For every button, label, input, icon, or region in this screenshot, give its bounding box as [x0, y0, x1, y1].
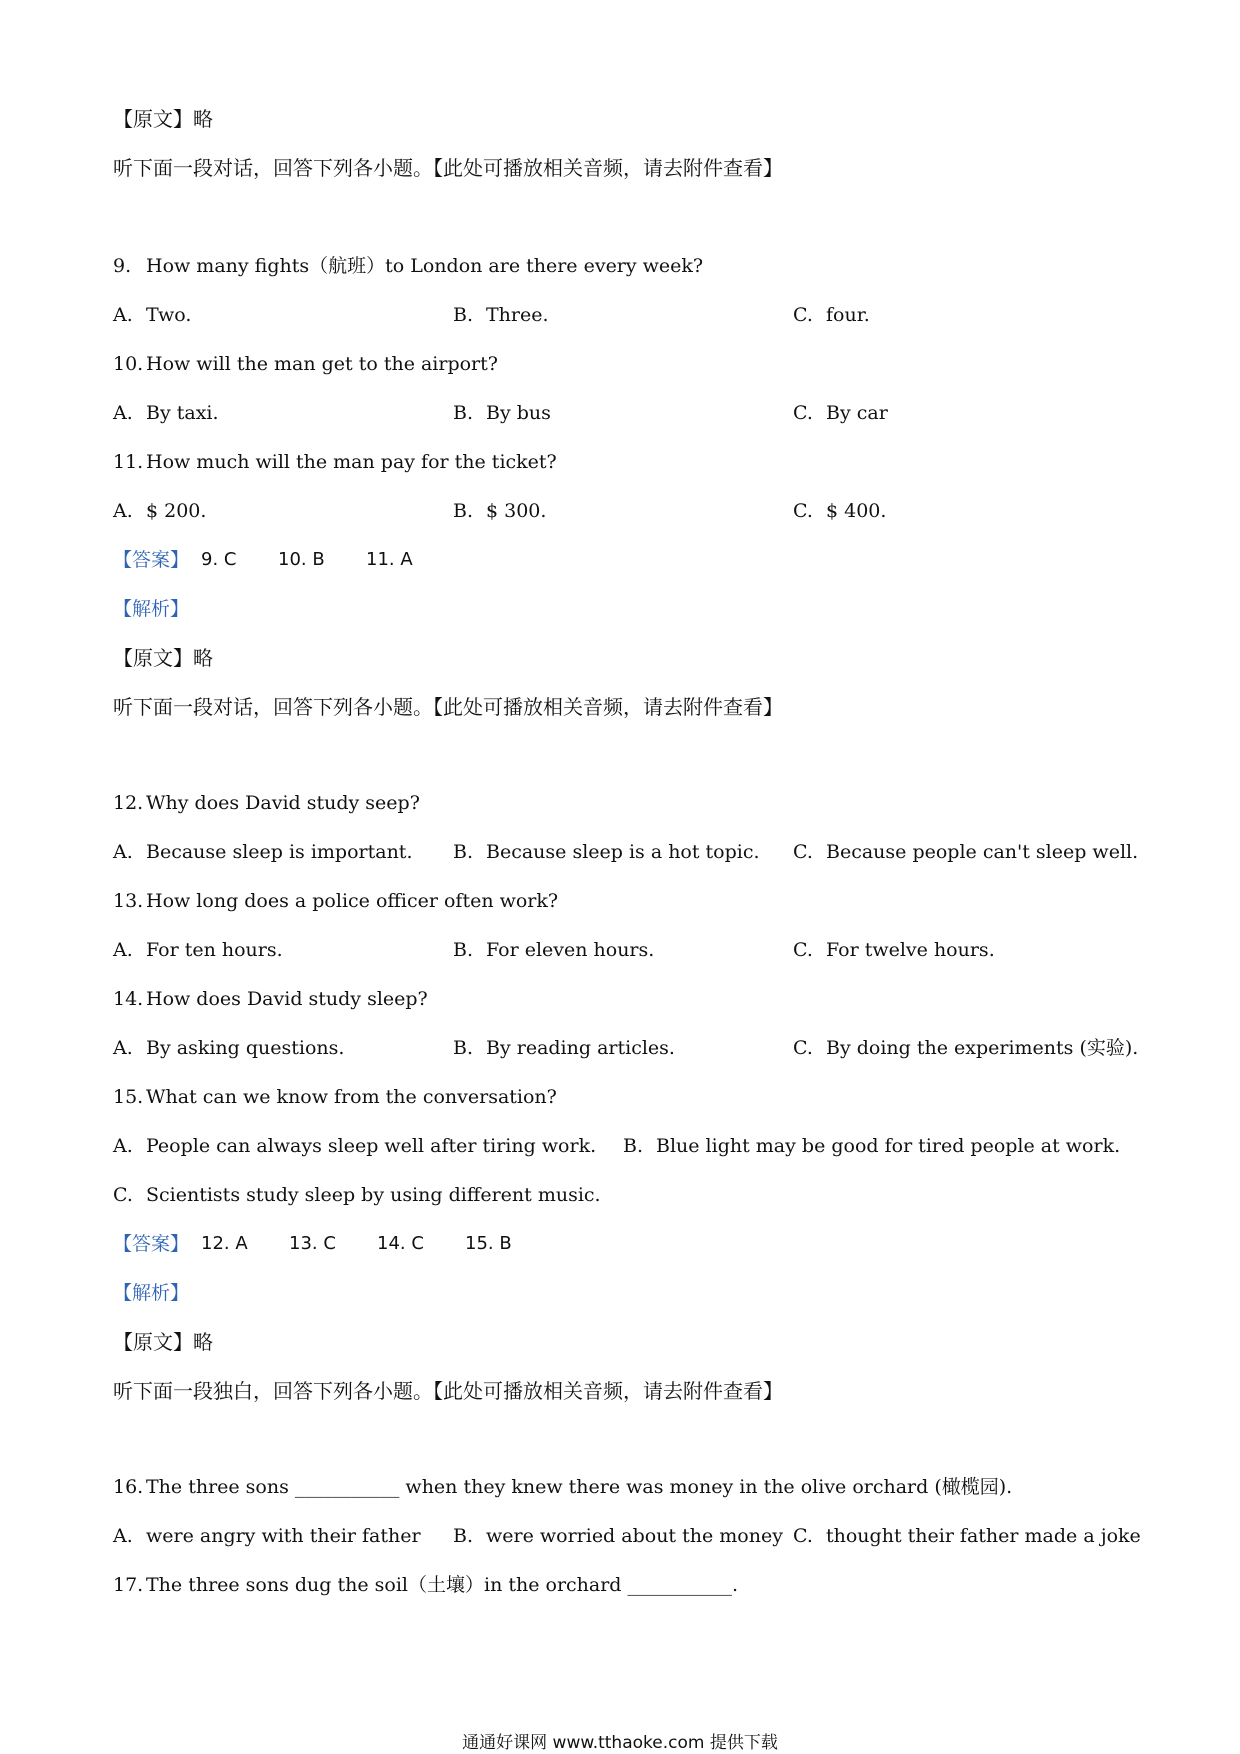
answer-row-2	[113, 1231, 1113, 1257]
option-a: A. Two.	[113, 304, 192, 326]
question-15	[113, 1084, 557, 1110]
question-text: Why does David study seep?	[146, 792, 420, 814]
option-c: C. $ 400.	[793, 500, 887, 522]
question-number: 9.	[113, 255, 132, 277]
question-number: 15.	[113, 1086, 144, 1108]
question-14	[113, 986, 428, 1012]
question-text: How long does a police officer often work?	[146, 890, 559, 912]
option-c: C. Scientists study sleep by using different music.	[113, 1184, 601, 1206]
question-16	[113, 1474, 1012, 1500]
option-a: A. By asking questions.	[113, 1037, 345, 1059]
option-c: C. By doing the experiments (实验).	[793, 1037, 1139, 1059]
question-9	[113, 253, 703, 279]
option-c: C. thought their father made a joke	[793, 1525, 1141, 1547]
answer-item: 14. C	[377, 1233, 424, 1254]
analysis-label: 【解析】	[113, 1282, 190, 1304]
option-a: A. were angry with their father	[113, 1525, 421, 1547]
answer-item: 11. A	[366, 549, 413, 570]
option-c: C. Because people can't sleep well.	[793, 841, 1139, 863]
options-12	[113, 839, 1139, 865]
option-a: A. People can always sleep well after tiring work.	[113, 1135, 597, 1157]
question-text: How much will the man pay for the ticket?	[146, 451, 557, 473]
answer-item: 12. A	[201, 1233, 248, 1254]
option-a: A. $ 200.	[113, 500, 207, 522]
original-text-note: 【原文】略	[113, 646, 213, 670]
option-a: A. For ten hours.	[113, 939, 283, 961]
option-b: B. Blue light may be good for tired people at work.	[623, 1135, 1121, 1157]
question-number: 13.	[113, 890, 144, 912]
option-b: B. By reading articles.	[453, 1037, 675, 1059]
options-14	[113, 1035, 1139, 1061]
answer-label: 【答案】	[113, 1233, 190, 1255]
question-number: 10.	[113, 353, 144, 375]
question-12	[113, 790, 420, 816]
option-b: B. For eleven hours.	[453, 939, 655, 961]
answer-row-1	[113, 547, 1113, 573]
option-c: C. For twelve hours.	[793, 939, 995, 961]
listening-instruction: 听下面一段对话，回答下列各小题。【此处可播放相关音频，请去附件查看】	[113, 695, 783, 719]
option-a: A. By taxi.	[113, 402, 219, 424]
question-number: 12.	[113, 792, 144, 814]
answer-item: 13. C	[289, 1233, 336, 1254]
option-b: B. $ 300.	[453, 500, 547, 522]
answer-label: 【答案】	[113, 549, 190, 571]
answer-item: 10. B	[278, 549, 325, 570]
option-a: A. Because sleep is important.	[113, 841, 413, 863]
option-c: C. four.	[793, 304, 870, 326]
question-number: 11.	[113, 451, 144, 473]
option-b: B. Three.	[453, 304, 549, 326]
option-b: B. By bus	[453, 402, 551, 424]
answer-item: 15. B	[465, 1233, 512, 1254]
options-15-row1	[113, 1133, 1123, 1159]
options-13	[113, 937, 1123, 963]
options-10	[113, 400, 1123, 426]
question-10	[113, 351, 498, 377]
question-number: 14.	[113, 988, 144, 1010]
option-b: B. were worried about the money	[453, 1525, 783, 1547]
analysis-label: 【解析】	[113, 598, 190, 620]
original-text-note: 【原文】略	[113, 107, 213, 131]
question-13	[113, 888, 558, 914]
listening-instruction: 听下面一段独白，回答下列各小题。【此处可播放相关音频，请去附件查看】	[113, 1379, 783, 1403]
question-17	[113, 1572, 738, 1598]
options-11	[113, 498, 1123, 524]
option-c: C. By car	[793, 402, 888, 424]
page-footer: 通通好课网 www.tthaoke.com 提供下载	[462, 1733, 778, 1753]
question-text: How does David study sleep?	[146, 988, 428, 1010]
options-9	[113, 302, 1123, 328]
question-text: The three sons dug the soil（土壤）in the orchard ___________.	[146, 1574, 739, 1596]
question-number: 16.	[113, 1476, 144, 1498]
listening-instruction: 听下面一段对话，回答下列各小题。【此处可播放相关音频，请去附件查看】	[113, 156, 783, 180]
options-16	[113, 1523, 1141, 1549]
question-number: 17.	[113, 1574, 144, 1596]
original-text-note: 【原文】略	[113, 1330, 213, 1354]
question-text: What can we know from the conversation?	[146, 1086, 557, 1108]
question-11	[113, 449, 557, 475]
answer-item: 9. C	[201, 549, 237, 570]
options-15-row2	[113, 1182, 1123, 1208]
option-b: B. Because sleep is a hot topic.	[453, 841, 760, 863]
question-text: How will the man get to the airport?	[146, 353, 498, 375]
question-text: How many fights（航班）to London are there every week?	[146, 255, 704, 277]
question-text: The three sons ___________ when they knew there was money in the olive orchard (橄榄园).	[146, 1476, 1013, 1498]
